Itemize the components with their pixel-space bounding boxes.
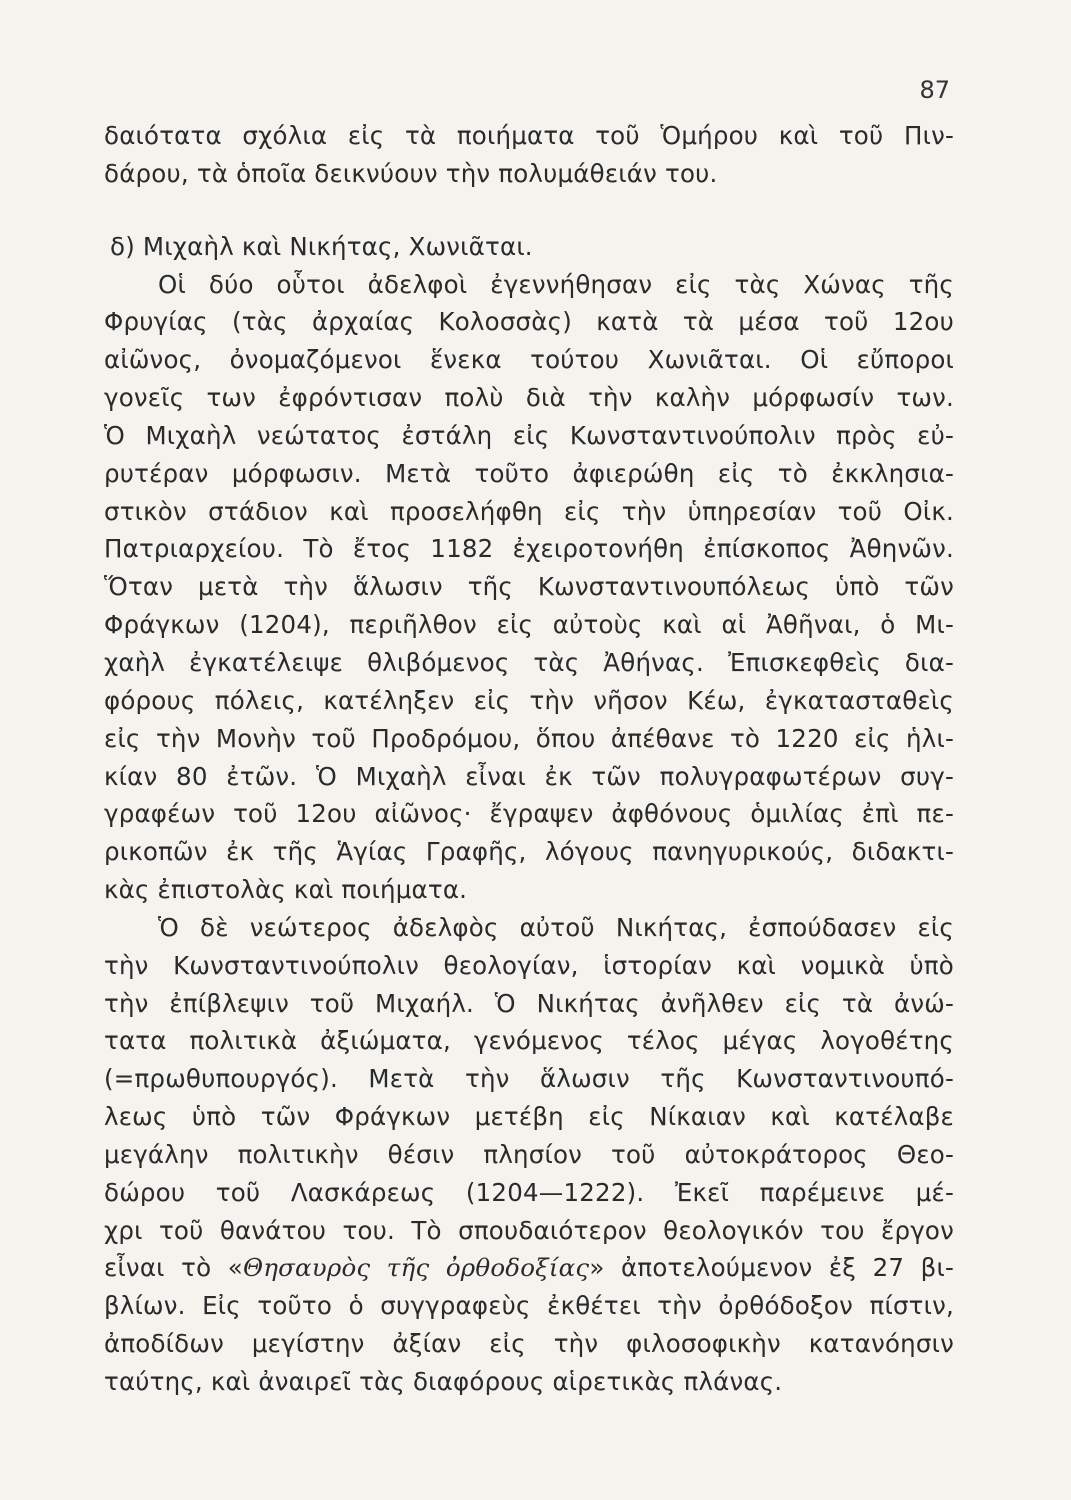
text-line: εἰς τὴν Μονὴν τοῦ Προδρόμου, ὅπου ἀπέθανε τὸ 1220 εἰς ἡλι- [104,723,954,753]
text-line: τατα πολιτικὰ ἀξιώματα, γενόμενος τέλος μέγας λογοθέτης [104,1026,954,1056]
book-title: Θησαυρὸς τῆς ὀρθοδοξίας [242,1253,590,1283]
text-line: φόρους πόλεις, κατέληξεν εἰς τὴν νῆσον Κέω, ἐγκατασταθεὶς [104,685,954,715]
text-line: ἀποδίδων μεγίστην ἀξίαν εἰς τὴν φιλοσοφικὴν κατανόησιν [104,1329,954,1359]
text-line: ρικοπῶν ἐκ τῆς Ἁγίας Γραφῆς, λόγους πανηγυρικούς, διδακτι- [104,837,954,867]
text-line: μεγάλην πολιτικὴν θέσιν πλησίον τοῦ αὐτοκράτορος Θεο- [104,1139,954,1169]
text-line: λεως ὑπὸ τῶν Φράγκων μετέβη εἰς Νίκαιαν καὶ κατέλαβε [104,1102,954,1132]
text-line: ρυτέραν μόρφωσιν. Μετὰ τοῦτο ἀφιερώθη εἰς τὸ ἐκκλησια- [104,458,954,488]
text-line: Πατριαρχείου. Τὸ ἔτος 1182 ἐχειροτονήθη ἐπίσκοπος Ἀθηνῶν. [104,534,954,564]
text-line: Οἱ δύο οὗτοι ἀδελφοὶ ἐγεννήθησαν εἰς τὰς Χώνας τῆς [158,269,954,299]
title-prefix: εἶναι τὸ « [104,1253,243,1283]
text-line: τὴν Κωνσταντινούπολιν θεολογίαν, ἱστορίαν καὶ νομικὰ ὑπὸ [104,950,954,980]
text-line: κίαν 80 ἐτῶν. Ὁ Μιχαὴλ εἶναι ἐκ τῶν πολυγραφωτέρων συγ- [104,761,954,791]
text-line: Ὁ Μιχαὴλ νεώτατος ἐστάλη εἰς Κωνσταντινούπολιν πρὸς εὐ- [104,420,954,450]
text-line: γραφέων τοῦ 12ου αἰῶνος· ἔγραψεν ἀφθόνους ὁμιλίας ἐπὶ πε- [104,799,954,829]
text-line: δάρου, τὰ ὁποῖα δεικνύουν τὴν πολυμάθειάν του. [104,158,718,188]
text-line: τὴν ἐπίβλεψιν τοῦ Μιχαήλ. Ὁ Νικήτας ἀνῆλθεν εἰς τὰ ἀνώ- [104,988,954,1018]
title-suffix: » ἀποτελούμενον ἐξ 27 βι- [589,1253,954,1283]
text-line: αἰῶνος, ὀνομαζόμενοι ἕνεκα τούτου Χωνιᾶται. Οἱ εὔποροι [104,345,954,375]
text-line: κὰς ἐπιστολὰς καὶ ποιήματα. [104,875,468,905]
text-line: Φρυγίας (τὰς ἀρχαίας Κολοσσὰς) κατὰ τὰ μέσα τοῦ 12ου [104,307,954,337]
text-line: βλίων. Εἰς τοῦτο ὁ συγγραφεὺς ἐκθέτει τὴν ὀρθόδοξον πίστιν, [104,1291,954,1321]
text-line: (=πρωθυπουργός). Μετὰ τὴν ἅλωσιν τῆς Κωνσταντινουπό- [104,1064,954,1094]
text-line: ταύτης, καὶ ἀναιρεῖ τὰς διαφόρους αἱρετικὰς πλάνας. [104,1367,783,1396]
paragraph-gap [104,193,954,228]
text-line-with-title [104,1249,954,1287]
text-line: γονεῖς των ἐφρόντισαν πολὺ διὰ τὴν καλὴν μόρφωσίν των. [104,383,954,413]
text-line: στικὸν στάδιον καὶ προσελήφθη εἰς τὴν ὑπηρεσίαν τοῦ Οἰκ. [104,496,954,526]
text-line: χαὴλ ἐγκατέλειψε θλιβόμενος τὰς Ἀθήνας. Ἐπισκεφθεὶς δια- [104,647,954,677]
section-heading: δ) Μιχαὴλ καὶ Νικήτας, Χωνιᾶται. [110,231,533,261]
text-line: δώρου τοῦ Λασκάρεως (1204—1222). Ἐκεῖ παρέμεινε μέ- [104,1177,954,1207]
page-number: 87 [919,76,950,104]
body-text [104,117,954,1401]
text-line: Ὁ δὲ νεώτερος ἀδελφὸς αὐτοῦ Νικήτας, ἐσπούδασεν εἰς [158,912,954,942]
text-line: Ὅταν μετὰ τὴν ἅλωσιν τῆς Κωνσταντινουπόλεως ὑπὸ τῶν [104,572,954,602]
text-line: χρι τοῦ θανάτου του. Τὸ σπουδαιότερον θεολογικόν του ἔργον [104,1215,954,1245]
text-line: Φράγκων (1204), περιῆλθον εἰς αὐτοὺς καὶ αἱ Ἀθῆναι, ὁ Μι- [104,610,954,640]
text-line: δαιότατα σχόλια εἰς τὰ ποιήματα τοῦ Ὁμήρου καὶ τοῦ Πιν- [104,121,954,150]
